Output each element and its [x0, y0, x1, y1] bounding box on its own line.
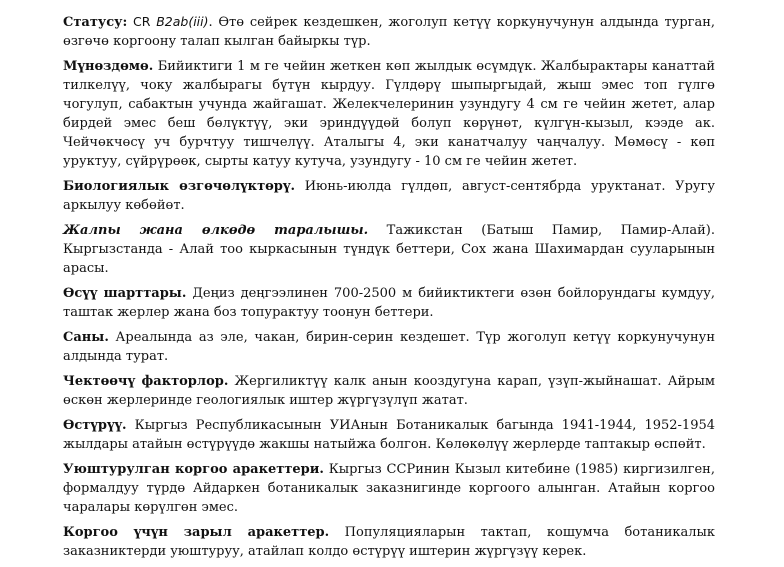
status-paragraph [63, 12, 715, 51]
status-code-criteria: B2ab(iii) [156, 14, 209, 29]
status-text: . Өтө сейрек кездешкен, жоголуп кетүү коркунучунун алдында турган, өзгөчө коргоону талап кылган байыркы түр. [63, 15, 716, 49]
population-heading: Саны. [63, 330, 109, 345]
distribution-text: Тажикстан (Батыш Памир, Памир-Алай). Кыргызстанда - Алай тоо кыркасынын түндүк беттери, Сох жана Шахимардан сууларынын арасы. [63, 223, 715, 276]
protection-measures-text: Кыргыз ССРинин Кызыл китебине (1985) киргизилген, формалдуу түрдө Айдаркен ботаникалык заказнигинде коргоого алынган. Атайын коргоо чаралары көрүлгөн эмес. [63, 462, 715, 515]
document-page [63, 12, 715, 567]
limiting-factors-paragraph [63, 372, 715, 410]
status-heading: Статусу: [63, 15, 128, 30]
biology-text: Июнь-июлда гүлдөп, август-сентябрда уруктанат. Уругу аркылуу көбөйөт. [63, 179, 715, 213]
description-heading: Мүнөздөмө. [63, 59, 154, 74]
biology-paragraph [63, 177, 715, 215]
population-text: Ареалында аз эле, чакан, бирин-серин кездешет. Түр жоголуп кетүү коркунучунун алдында турат. [63, 330, 715, 364]
distribution-heading: Жалпы жана өлкөдө таралышы. [63, 223, 369, 238]
needed-measures-paragraph [63, 523, 715, 561]
habitat-heading: Өсүү шарттары. [63, 286, 187, 301]
description-paragraph [63, 57, 715, 171]
cultivation-heading: Өстүрүү. [63, 418, 127, 433]
limiting-factors-text: Жергиликтүү калк анын кооздугуна карап, үзүп-жыйнашат. Айрым өскөн жерлеринде геологиялык иштер жүргүзүлүп жатат. [63, 374, 716, 408]
needed-measures-text: Популяцияларын тактап, кошумча ботаникалык заказниктерди уюштуруу, атайлап колдо өстүрүү иштерин жүргүзүү керек. [63, 525, 716, 559]
biology-heading: Биологиялык өзгөчөлүктөрү. [63, 179, 295, 194]
needed-measures-heading: Коргоо үчүн зарыл аракеттер. [63, 525, 330, 540]
habitat-paragraph [63, 284, 715, 322]
population-paragraph [63, 328, 715, 366]
protection-measures-heading: Уюштурулган коргоо аракеттери. [63, 462, 324, 477]
habitat-text: Деңиз деңгээлинен 700-2500 м бийиктиктеги өзөн бойлорундагы кумдуу, таштак жерлер жана боз топурактуу тоонун беттери. [63, 286, 715, 320]
protection-measures-paragraph [63, 460, 715, 517]
cultivation-paragraph [63, 416, 715, 454]
description-text: Бийиктиги 1 м ге чейин жеткен көп жылдык өсүмдүк. Жалбырактары канаттай тилкелүү, чоку жалбырагы бүтүн кырдуу. Гүлдөрү шыпыргыдай, жыш эмес топ гүлгө чогулуп, сабактын учунда жайгашат. Желекчелеринин узундугу 4 см ге чейин жетет, алар бирдей эмес беш бөлүктүү, эки эриндүүдөй болуп көрүнөт, күлгүн-кызыл, кээде ак. Чейчөкчөсү уч бурчтуу тишчелүү. Аталыгы 4, эки канатчалуу чаңчалуу. Мөмөсү - көп уруктуу, сүйрүрөөк, сырты катуу кутуча, узундугу - 10 см ге чейин жетет. [63, 59, 715, 169]
status-code-prefix: CR [133, 14, 151, 29]
limiting-factors-heading: Чектөөчү факторлор. [63, 374, 229, 389]
cultivation-text: Кыргыз Республикасынын УИАнын Ботаникалык багында 1941-1944, 1952-1954 жылдары атайын өстүрүүдө жакшы натыйжа болгон. Көлөкөлүү жерлерде таптакыр өспөйт. [63, 418, 716, 452]
distribution-paragraph [63, 221, 715, 278]
